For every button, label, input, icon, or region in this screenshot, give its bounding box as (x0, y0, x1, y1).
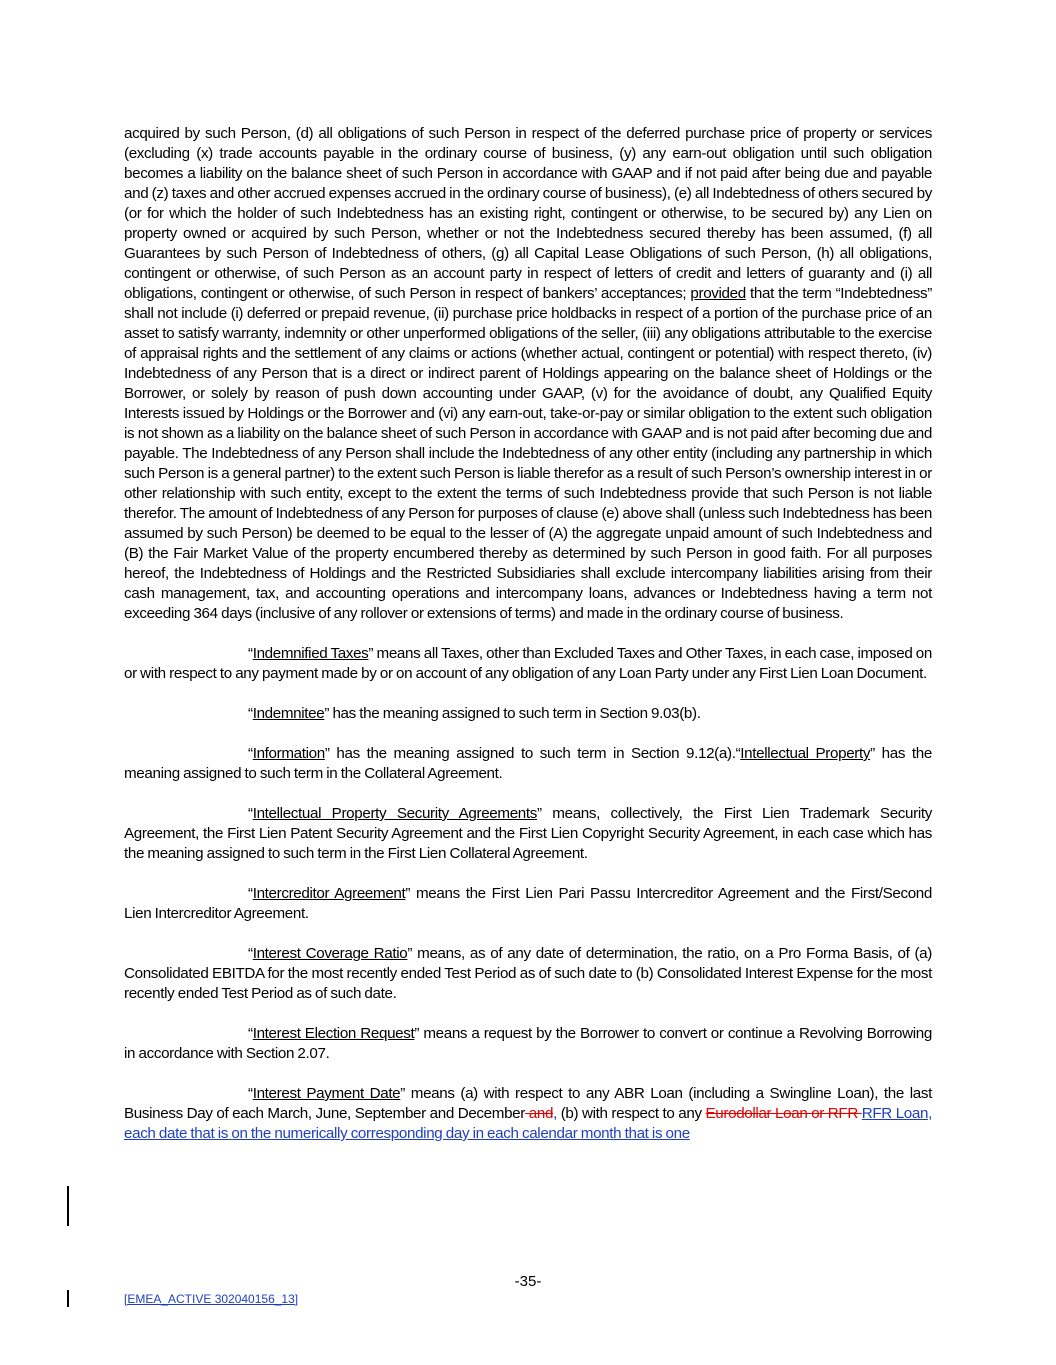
page-number: -35- (514, 1273, 542, 1290)
paragraph-indebtedness-continuation: acquired by such Person, (d) all obligations of such Person in respect of the deferred purchase price of property or services (excluding (x) trade accounts payable in the ordinary course of business, (y) any earn-out obligation until such obligation becomes a liability on the balance sheet of such Person in accordance with GAAP and if not paid after being due and payable and (z) taxes and other accrued expenses accrued in the ordinary course of business), (e) all Indebtedness of others secured by (or for which the holder of such Indebtedness has an existing right, contingent or otherwise, to be secured by) any Lien on property owned or acquired by such Person, whether or not the Indebtedness secured thereby has been assumed, (f) all Guarantees by such Person of Indebtedness of others, (g) all Capital Lease Obligations of such Person, (h) all obligations, contingent or otherwise, of such Person as an account party in respect of letters of credit and letters of guaranty and (i) all obligations, contingent or otherwise, of such Person in respect of bankers’ acceptances; provided that the term “Indebtedness” shall not include (i) deferred or prepaid revenue, (ii) purchase price holdbacks in respect of a portion of the purchase price of an asset to satisfy warranty, indemnity or other unperformed obligations of the seller, (iii) any obligations attributable to the exercise of appraisal rights and the settlement of any claims or actions (whether actual, contingent or potential) with respect thereto, (iv) Indebtedness of any Person that is a direct or indirect parent of Holdings appearing on the balance sheet of Holdings or the Borrower, or solely by reason of push down accounting under GAAP, (v) for the avoidance of doubt, any Qualified Equity Interests issued by Holdings or the Borrower and (vi) any earn-out, take-or-pay or similar obligation to the extent such obligation is not shown as a liability on the balance sheet of such Person in accordance with GAAP and is not paid after becoming due and payable. The Indebtedness of any Person shall include the Indebtedness of any other entity (including any partnership in which such Person is a general partner) to the extent such Person is liable therefor as a result of such Person’s ownership interest in or other relationship with such entity, except to the extent the terms of such Indebtedness provide that such Person is not liable therefor. The amount of Indebtedness of any Person for purposes of clause (e) above shall (unless such Indebtedness has been assumed by such Person) be deemed to be equal to the lesser of (A) the aggregate unpaid amount of such Indebtedness and (B) the Fair Market Value of the property encumbered thereby as determined by such Person in good faith. For all purposes hereof, the Indebtedness of Holdings and the Restricted Subsidiaries shall exclude intercompany liabilities arising from their cash management, tax, and accounting operations and intercompany loans, advances or Indebtedness having a term not exceeding 364 days (inclusive of any rollover or extensions of terms) and made in the ordinary course of business. (124, 125, 932, 622)
tracked-insertion: , (553, 1105, 557, 1122)
definition-information: “Information” has the meaning assigned to such term in Section 9.12(a).“Intellectual Property” has the meaning assigned to such term in the Collateral Agreement. (124, 745, 932, 782)
provided-term: provided (690, 285, 746, 302)
definition-interest-payment-date: “Interest Payment Date” means (a) with respect to any ABR Loan (including a Swingline Loan), the last Business Day of each March, June, September and December and, (b) with respect to any Eurodollar Loan or RFR RFR Loan, each date that is on the numerically corresponding day in each calendar month that is one (124, 1085, 932, 1142)
defined-term: Interest Payment Date (252, 1085, 401, 1102)
definition-interest-election-request: “Interest Election Request” means a request by the Borrower to convert or continue a Revolving Borrowing in accordance with Section 2.07. (124, 1025, 932, 1062)
document-id-footer: [EMEA_ACTIVE 302040156_13] (124, 1292, 299, 1306)
defined-term: Information (252, 745, 325, 762)
definition-indemnified-taxes: “Indemnified Taxes” means all Taxes, other than Excluded Taxes and Other Taxes, in each case, imposed on or with respect to any payment made by or on account of any obligation of any Loan Party under any First Lien Loan Document. (124, 645, 933, 682)
revision-change-bar (67, 1290, 69, 1307)
defined-term: Interest Coverage Ratio (252, 945, 408, 962)
revision-change-bar (67, 1186, 69, 1226)
definition-interest-coverage-ratio: “Interest Coverage Ratio” means, as of any date of determination, the ratio, on a Pro Forma Basis, of (a) Consolidated EBITDA for the most recently ended Test Period as of such date to (b) Consolidated Interest Expense for the most recently ended Test Period as of such date. (124, 945, 932, 1002)
definition-ip-security-agreements: “Intellectual Property Security Agreements” means, collectively, the First Lien Trademark Security Agreement, the First Lien Patent Security Agreement and the First Lien Copyright Security Agreement, in each case which has the meaning assigned to such term in the First Lien Collateral Agreement. (124, 805, 932, 862)
tracked-deletion: Eurodollar Loan or RFR (705, 1105, 862, 1122)
defined-term: Indemnified Taxes (252, 645, 369, 662)
defined-term: Intellectual Property Security Agreements (252, 805, 538, 822)
tracked-insertion: RFR Loan, each date that is on the numerically corresponding day in each calendar month that is one (124, 1105, 932, 1142)
definition-intercreditor-agreement: “Intercreditor Agreement” means the First Lien Pari Passu Intercreditor Agreement and the First/Second Lien Intercreditor Agreement. (124, 885, 933, 922)
tracked-deletion: and (524, 1105, 554, 1122)
defined-term: Intercreditor Agreement (252, 885, 406, 902)
defined-term: Indemnitee (252, 705, 325, 722)
definition-indemnitee: “Indemnitee” has the meaning assigned to such term in Section 9.03(b). (248, 705, 701, 722)
defined-term: Interest Election Request (252, 1025, 415, 1042)
defined-term: Intellectual Property (740, 745, 871, 762)
document-body (124, 124, 932, 1144)
